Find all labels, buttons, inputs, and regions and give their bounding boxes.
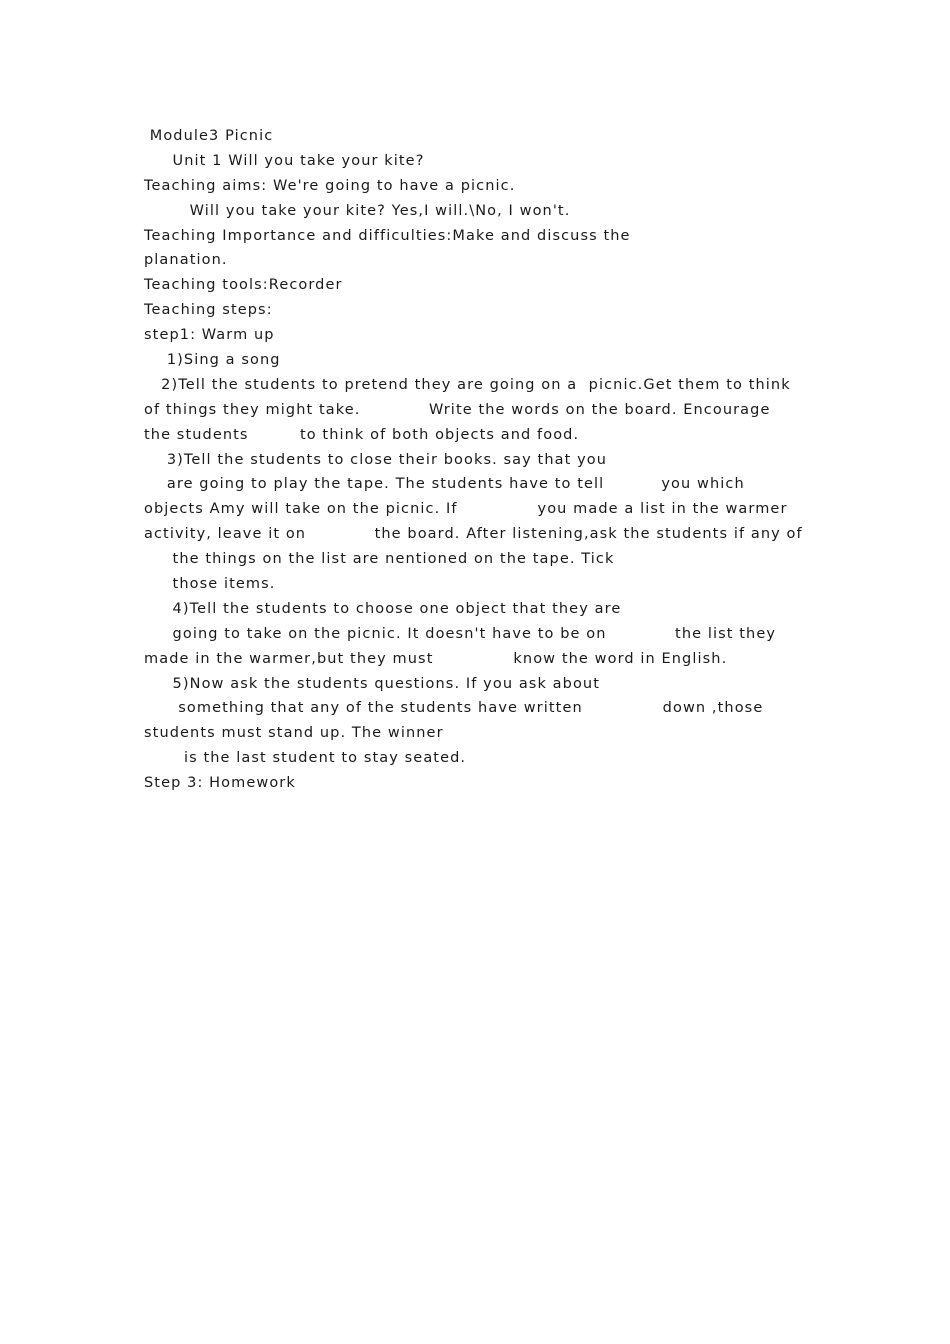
step1-item-5-line-3: students must stand up. The winner — [144, 725, 444, 742]
step1-item-3-line-6: those items. — [144, 576, 276, 593]
step1-item-5-line-2: something that any of the students have written down ,those — [144, 700, 764, 717]
step1-item-4-line-2: going to take on the picnic. It doesn't have to be on the list they — [144, 625, 777, 642]
step1-item-2-line-2: of things they might take. Write the words on the board. Encourage — [144, 401, 771, 418]
unit-title: Unit 1 Will you take your kite? — [144, 152, 425, 169]
teaching-tools: Teaching tools:Recorder — [144, 277, 343, 294]
step1-item-3-line-4: activity, leave it on the board. After listening,ask the students if any of — [144, 526, 803, 543]
step1-item-2-line-3: the students to think of both objects and food. — [144, 426, 580, 443]
step1-item-1: 1)Sing a song — [144, 352, 281, 369]
step1-item-3-line-5: the things on the list are nentioned on the tape. Tick — [144, 551, 615, 568]
step1-item-5: 5)Now ask the students questions. If you ask about — [144, 675, 600, 692]
teaching-importance: Teaching Importance and difficulties:Make and discuss the — [144, 227, 631, 244]
step1-item-3-line-2: are going to play the tape. The students have to tell you which — [144, 476, 745, 493]
teaching-steps-heading: Teaching steps: — [144, 302, 273, 319]
teaching-aims: Teaching aims: We're going to have a picnic. — [144, 177, 516, 194]
step1-heading: step1: Warm up — [144, 327, 275, 344]
step1-item-4-line-3: made in the warmer,but they must know the word in English. — [144, 650, 728, 667]
lesson-plan-text — [144, 124, 824, 796]
step1-item-5-line-4: is the last student to stay seated. — [144, 750, 467, 767]
step1-item-4: 4)Tell the students to choose one object that they are — [144, 600, 622, 617]
teaching-aims-continued: Will you take your kite? Yes,I will.\No, I won't. — [144, 202, 571, 219]
step1-item-3-line-3: objects Amy will take on the picnic. If you made a list in the warmer — [144, 501, 788, 518]
step1-item-3: 3)Tell the students to close their books. say that you — [144, 451, 608, 468]
module-title: Module3 Picnic — [144, 128, 274, 144]
teaching-importance-continued: planation. — [144, 252, 228, 269]
step3-heading: Step 3: Homework — [144, 775, 296, 792]
step1-item-2: 2)Tell the students to pretend they are going on a picnic.Get them to think — [144, 376, 791, 393]
